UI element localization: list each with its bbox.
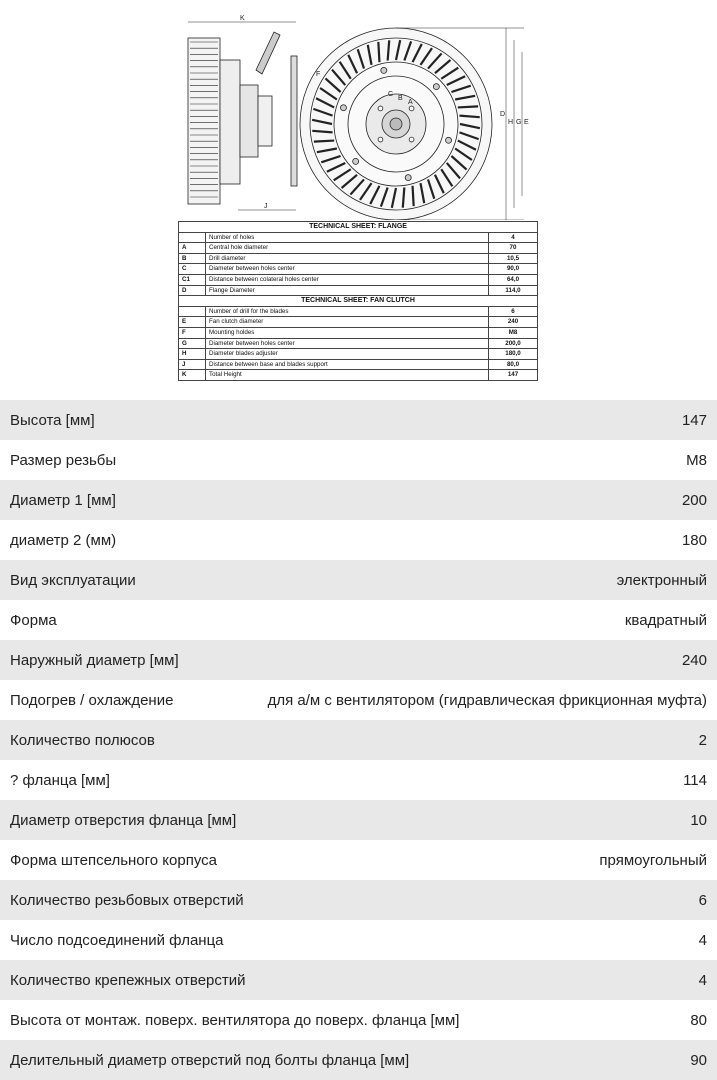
- spec-row: [0, 760, 717, 800]
- row-value: 10,5: [489, 253, 538, 264]
- dim-letter-a: A: [408, 99, 413, 106]
- flange-hole: [409, 106, 414, 111]
- row-name: Number of drill for the blades: [206, 306, 489, 317]
- clutch-row: [179, 306, 538, 317]
- spec-label: Вид эксплуатации: [10, 571, 136, 589]
- clutch-row: [179, 327, 538, 338]
- flange-row: [179, 274, 538, 285]
- row-code: F: [179, 327, 206, 338]
- product-figure: [0, 0, 717, 400]
- row-value: 114,0: [489, 285, 538, 296]
- dim-letter-e: E: [524, 119, 529, 126]
- dim-letter-k: K: [240, 15, 245, 22]
- row-code: C1: [179, 274, 206, 285]
- radiator-vane: [388, 40, 390, 60]
- row-value: M8: [489, 327, 538, 338]
- row-value: 6: [489, 306, 538, 317]
- flange-row: [179, 243, 538, 254]
- spec-value: 10: [690, 811, 707, 829]
- row-name: Diameter between holes center: [206, 264, 489, 275]
- spec-label: Делительный диаметр отверстий под болты фланца [мм]: [10, 1051, 410, 1069]
- front-view: [300, 28, 529, 220]
- flange-header-row: [179, 222, 538, 233]
- spec-row: [0, 400, 717, 440]
- row-name: Number of holes: [206, 232, 489, 243]
- clutch-row: [179, 349, 538, 360]
- dim-letter-b: B: [398, 95, 403, 102]
- spec-label: Форма: [10, 611, 57, 629]
- mounting-hole: [381, 67, 387, 73]
- row-name: Distance between colateral holes center: [206, 274, 489, 285]
- spec-value: 180: [681, 531, 707, 549]
- spec-row: [0, 640, 717, 680]
- spec-label: Наружный диаметр [мм]: [10, 651, 179, 669]
- radiator-vane: [413, 186, 414, 206]
- spec-row: [0, 560, 717, 600]
- spec-label: Диаметр отверстия фланца [мм]: [10, 811, 237, 829]
- spec-label: Количество резьбовых отверстий: [10, 891, 244, 909]
- row-code: [179, 232, 206, 243]
- clutch-header-row: [179, 296, 538, 307]
- mounting-hole: [340, 105, 346, 111]
- spec-label: Количество крепежных отверстий: [10, 971, 246, 989]
- spec-label: Высота от монтаж. поверх. вентилятора до поверх. фланца [мм]: [10, 1011, 460, 1029]
- flange-hole: [378, 106, 383, 111]
- clutch-row: [179, 317, 538, 328]
- radiator-vane: [459, 116, 479, 118]
- spec-value: 4: [698, 931, 707, 949]
- spec-row: [0, 440, 717, 480]
- spec-value: для а/м с вентилятором (гидравлическая фрикционная муфта): [267, 691, 707, 709]
- row-value: 80,0: [489, 359, 538, 370]
- row-value: 4: [489, 232, 538, 243]
- spec-row: [0, 720, 717, 760]
- flange-row: [179, 253, 538, 264]
- spec-value: 114: [683, 771, 707, 789]
- spec-value: 4: [698, 971, 707, 989]
- row-name: Diameter blades adjuster: [206, 349, 489, 360]
- spec-row: [0, 520, 717, 560]
- row-name: Mounting holdes: [206, 327, 489, 338]
- row-name: Distance between base and blades support: [206, 359, 489, 370]
- row-value: 64,0: [489, 274, 538, 285]
- side-view: [188, 15, 297, 210]
- spec-value: прямоугольный: [599, 851, 707, 869]
- clutch-row: [179, 359, 538, 370]
- clutch-row: [179, 338, 538, 349]
- row-name: Central hole diameter: [206, 243, 489, 254]
- spec-label: Высота [мм]: [10, 411, 95, 429]
- mounting-hole: [405, 175, 411, 181]
- spec-label: Количество полюсов: [10, 731, 155, 749]
- spec-row: [0, 1040, 717, 1080]
- clutch-row: [179, 370, 538, 381]
- dim-letter-h: H: [508, 119, 514, 126]
- radiator-vane: [378, 42, 379, 62]
- clutch-sheet-title: TECHNICAL SHEET: FAN CLUTCH: [179, 296, 538, 307]
- spec-row: [0, 960, 717, 1000]
- flange-row: [179, 264, 538, 275]
- spec-list: [0, 400, 717, 1080]
- radiator-vane: [312, 131, 332, 133]
- spec-label: Число подсоединений фланца: [10, 931, 224, 949]
- spec-row: [0, 600, 717, 640]
- spec-label: ? фланца [мм]: [10, 771, 110, 789]
- flange-row: [179, 285, 538, 296]
- row-code: K: [179, 370, 206, 381]
- spec-row: [0, 920, 717, 960]
- row-code: B: [179, 253, 206, 264]
- mounting-hole: [433, 84, 439, 90]
- spec-value: 90: [690, 1051, 707, 1069]
- radiator-vane: [314, 141, 334, 142]
- row-name: Flange Diameter: [206, 285, 489, 296]
- spec-row: [0, 680, 717, 720]
- spec-row: [0, 880, 717, 920]
- row-code: D: [179, 285, 206, 296]
- spec-value: 80: [690, 1011, 707, 1029]
- spec-value: 200: [681, 491, 707, 509]
- row-code: A: [179, 243, 206, 254]
- dim-letter-c: C: [388, 91, 394, 98]
- spec-label: Форма штепсельного корпуса: [10, 851, 218, 869]
- row-value: 147: [489, 370, 538, 381]
- row-name: Total Height: [206, 370, 489, 381]
- dim-letter-g: G: [516, 119, 522, 126]
- spec-row: [0, 1000, 717, 1040]
- row-name: Drill diameter: [206, 253, 489, 264]
- row-code: [179, 306, 206, 317]
- mounting-hole: [353, 158, 359, 164]
- spec-value: 240: [681, 651, 707, 669]
- row-name: Diameter between holes center: [206, 338, 489, 349]
- spec-label: Размер резьбы: [10, 451, 117, 469]
- flange-hole: [378, 137, 383, 142]
- row-value: 180,0: [489, 349, 538, 360]
- flange-hole: [409, 137, 414, 142]
- row-code: H: [179, 349, 206, 360]
- mounting-hole: [446, 137, 452, 143]
- spec-value: 147: [681, 411, 707, 429]
- radiator-vane: [458, 106, 478, 107]
- spec-value: 6: [698, 891, 707, 909]
- row-value: 70: [489, 243, 538, 254]
- row-code: E: [179, 317, 206, 328]
- spec-row: [0, 800, 717, 840]
- spec-value: электронный: [616, 571, 707, 589]
- spec-label: Диаметр 1 [мм]: [10, 491, 116, 509]
- spec-row: [0, 480, 717, 520]
- technical-sheet-table: [178, 221, 538, 381]
- spec-value: 2: [698, 731, 707, 749]
- row-value: 90,0: [489, 264, 538, 275]
- radiator-vane: [403, 187, 405, 207]
- dim-letter-j: J: [264, 203, 268, 210]
- row-value: 240: [489, 317, 538, 328]
- row-value: 200,0: [489, 338, 538, 349]
- technical-drawing: [178, 0, 548, 220]
- row-code: C: [179, 264, 206, 275]
- row-name: Fan clutch diameter: [206, 317, 489, 328]
- spec-value: M8: [686, 451, 707, 469]
- flange-row: [179, 232, 538, 243]
- row-code: J: [179, 359, 206, 370]
- spec-label: диаметр 2 (мм): [10, 531, 117, 549]
- spec-label: Подогрев / охлаждение: [10, 691, 174, 709]
- dim-letter-d: D: [500, 111, 506, 118]
- dim-letter-f: F: [316, 71, 321, 78]
- spec-row: [0, 840, 717, 880]
- row-code: G: [179, 338, 206, 349]
- flange-sheet-title: TECHNICAL SHEET: FLANGE: [179, 222, 538, 233]
- spec-value: квадратный: [624, 611, 707, 629]
